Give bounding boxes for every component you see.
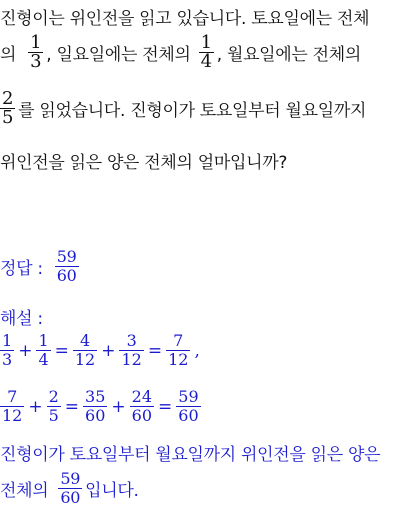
question-text-4: 위인전을 읽은 양은 전체의 얼마입니까? bbox=[0, 153, 288, 173]
plus-sign: + bbox=[111, 396, 126, 417]
question-line-1 bbox=[0, 4, 369, 29]
answer-line bbox=[0, 248, 82, 285]
answer-label: 정답 : bbox=[0, 259, 43, 279]
equals-sign: = bbox=[64, 396, 80, 417]
eq1-fraction-2: $\frac{1}{4}$ bbox=[38, 331, 49, 369]
fraction-denominator: 60 bbox=[56, 266, 77, 285]
eq1-fraction-1: $\frac{1}{3}$ bbox=[2, 331, 13, 369]
fraction-denominator: 5 bbox=[2, 107, 14, 128]
eq1-fraction-4: $\frac{3}{12}$ bbox=[121, 331, 142, 369]
fraction-monday bbox=[0, 90, 15, 127]
fraction-numerator: 59 bbox=[56, 247, 77, 266]
eq2-fraction-5: $\frac{59}{60}$ bbox=[178, 387, 199, 425]
fraction-denominator: 3 bbox=[30, 51, 42, 72]
question-text-2a: 의 bbox=[0, 45, 17, 65]
explanation-label-line bbox=[0, 304, 43, 329]
question-text-2c: , 월요일에는 전체의 bbox=[216, 45, 362, 65]
equals-sign: = bbox=[158, 396, 173, 417]
explanation-label: 해설 : bbox=[0, 309, 43, 329]
conclusion-text-2b: 입니다. bbox=[85, 481, 139, 501]
eq2-fraction-4: $\frac{24}{60}$ bbox=[131, 387, 153, 425]
conclusion-fraction bbox=[58, 470, 82, 507]
question-text-2b: , 일요일에는 전체의 bbox=[46, 45, 191, 65]
plus-sign: + bbox=[101, 340, 116, 361]
fraction-denominator: 60 bbox=[60, 488, 81, 507]
eq1-fraction-3: $\frac{4}{12}$ bbox=[74, 331, 96, 369]
conclusion-text-2a: 전체의 bbox=[0, 481, 49, 501]
fraction-sunday bbox=[199, 34, 214, 71]
equation-2 bbox=[0, 388, 204, 425]
eq2-fraction-3: $\frac{35}{60}$ bbox=[85, 387, 106, 425]
question-line-4 bbox=[0, 148, 287, 173]
conclusion-line-2 bbox=[0, 470, 139, 507]
answer-fraction bbox=[55, 248, 79, 285]
equation-1 bbox=[0, 332, 201, 369]
equals-sign: = bbox=[147, 340, 163, 361]
fraction-numerator: 2 bbox=[2, 88, 14, 109]
question-line-3 bbox=[0, 90, 366, 127]
fraction-saturday bbox=[28, 34, 43, 71]
eq1-fraction-5: $\frac{7}{12}$ bbox=[168, 331, 189, 369]
fraction-numerator: 1 bbox=[200, 32, 212, 53]
plus-sign: + bbox=[18, 340, 33, 361]
comma: , bbox=[194, 340, 200, 361]
conclusion-line-1 bbox=[0, 440, 380, 465]
conclusion-text-1: 진형이가 토요일부터 월요일까지 위인전을 읽은 양은 bbox=[0, 445, 381, 465]
equals-sign: = bbox=[54, 340, 69, 361]
question-line-2 bbox=[0, 34, 361, 71]
eq2-fraction-2: $\frac{2}{5}$ bbox=[48, 387, 59, 425]
fraction-denominator: 4 bbox=[200, 51, 212, 72]
plus-sign: + bbox=[28, 396, 43, 417]
eq2-fraction-1: $\frac{7}{12}$ bbox=[2, 387, 23, 425]
question-text-1: 진형이는 위인전을 읽고 있습니다. 토요일에는 전체 bbox=[0, 9, 370, 29]
fraction-numerator: 1 bbox=[30, 32, 42, 53]
fraction-numerator: 59 bbox=[60, 469, 81, 488]
question-text-3: 를 읽었습니다. 진형이가 토요일부터 월요일까지 bbox=[18, 101, 367, 121]
